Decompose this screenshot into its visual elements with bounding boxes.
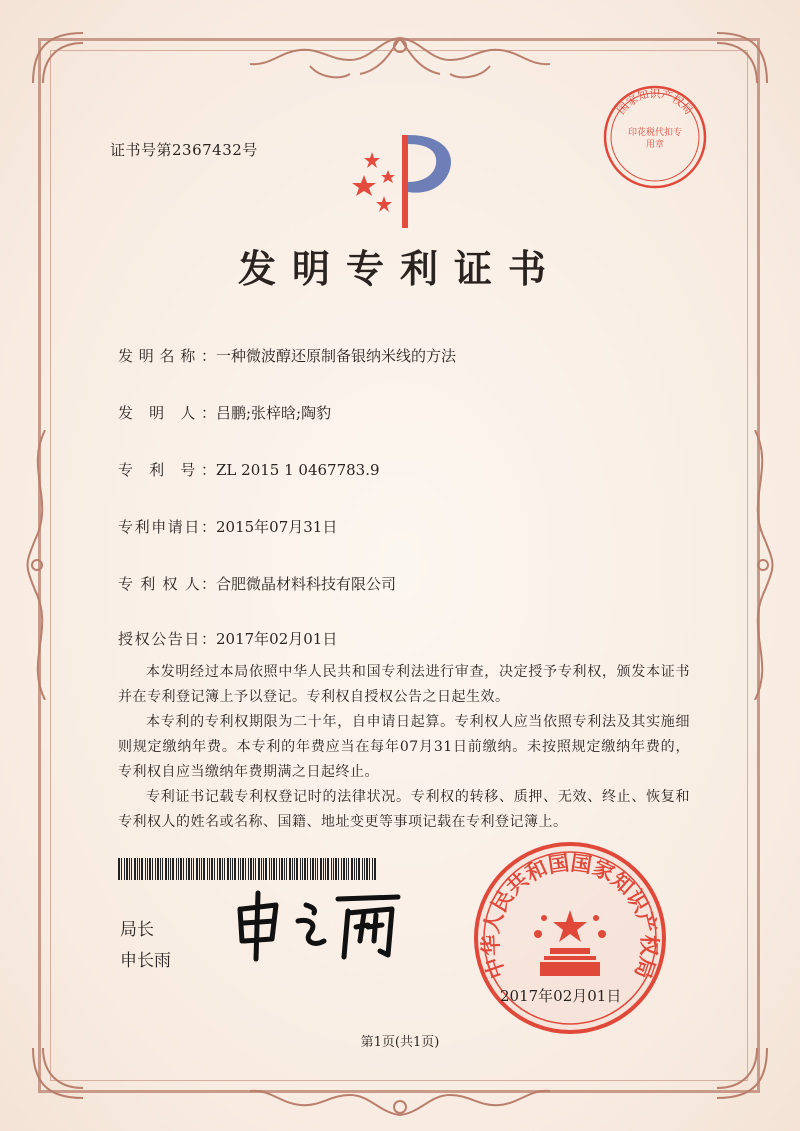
big-seal-text: 中华人民共和国国家知识产权局 [478, 850, 662, 982]
barcode-bar [162, 858, 163, 880]
tax-stamp-seal [600, 82, 710, 196]
barcode-bar [292, 858, 293, 880]
barcode-bar [284, 858, 285, 880]
barcode-bar [131, 858, 132, 880]
barcode-bar [253, 858, 254, 880]
field-value: 2017年02月01日 [216, 630, 338, 648]
barcode-bar [366, 858, 368, 880]
barcode-bar [356, 858, 357, 880]
barcode-bar [118, 858, 120, 880]
body-paragraph-3: 专利证书记载专利权登记时的法律状况。专利权的转移、质押、无效、终止、恢复和专利权人的姓名或名称、国籍、地址变更等事项记载在专利登记簿上。 [118, 789, 690, 830]
seal-date: 2017年02月01日 [500, 987, 622, 1005]
barcode-bar [269, 858, 270, 880]
barcode-bar [178, 858, 179, 880]
barcode-bar [312, 858, 314, 880]
corner-ornament-br [712, 1043, 772, 1103]
left-ornament [25, 430, 55, 700]
page-number: 第1页(共1页) [360, 1035, 440, 1050]
barcode-bar [219, 858, 221, 880]
barcode-bar [351, 858, 353, 880]
barcode-bar [289, 858, 291, 880]
field-label: 发 明 人： [118, 404, 216, 422]
director-signature [228, 885, 418, 965]
field-patent-number [118, 459, 380, 480]
field-value: 吕鹏;张梓晗;陶豹 [216, 404, 332, 422]
barcode-bar [240, 858, 241, 880]
barcode-bar [325, 858, 326, 880]
barcode-bar [207, 858, 208, 880]
barcode-bar [152, 858, 153, 880]
barcode-bar [170, 858, 171, 880]
barcode-bar [327, 858, 329, 880]
barcode-bar [155, 858, 156, 880]
barcode-bar [145, 858, 146, 880]
field-filing-date [118, 516, 337, 537]
barcode-bar [315, 858, 316, 880]
certificate-number: 证书号第2367432号 [110, 141, 258, 159]
barcode-bar [271, 858, 272, 880]
barcode-bar [362, 858, 363, 880]
director-title: 局长 [120, 920, 154, 940]
field-label: 发明名称： [118, 347, 216, 365]
barcode-bar [307, 858, 308, 880]
barcode-bar [234, 858, 236, 880]
barcode-bar [286, 858, 287, 880]
barcode-bar [196, 858, 198, 880]
field-patentee [118, 573, 396, 594]
patent-office-logo [350, 130, 460, 230]
barcode-bar [137, 858, 138, 880]
barcode-bar [343, 858, 345, 880]
barcode-bar [273, 858, 275, 880]
barcode-bar [320, 858, 322, 880]
barcode-bar [165, 858, 167, 880]
barcode-bar [296, 858, 298, 880]
director-name: 申长雨 [120, 951, 171, 971]
barcode-bar [250, 858, 252, 880]
barcode-bar [248, 858, 249, 880]
barcode-bar [172, 858, 174, 880]
field-label: 专 利 权 人： [118, 575, 216, 593]
small-seal-text: 国家知识产权局 [614, 87, 696, 117]
barcode-bar [338, 858, 339, 880]
barcode-bar [323, 858, 324, 880]
barcode-bar [265, 858, 267, 880]
barcode-bar [335, 858, 337, 880]
barcode-bar [369, 858, 370, 880]
barcode-bar [300, 858, 301, 880]
barcode-bar [160, 858, 161, 880]
corner-ornament-tr [712, 28, 772, 88]
barcode-bar [261, 858, 262, 880]
field-value: ZL 2015 1 0467783.9 [216, 461, 380, 479]
barcode-bar [304, 858, 306, 880]
field-label: 授权公告日： [118, 630, 216, 648]
barcode-bar [238, 858, 239, 880]
barcode-bar [168, 858, 169, 880]
barcode-bar [214, 858, 215, 880]
bottom-ornament [250, 1075, 550, 1125]
field-value: 合肥微晶材料科技有限公司 [216, 575, 397, 593]
barcode-bar [211, 858, 213, 880]
barcode-bar [191, 858, 192, 880]
barcode-bar [232, 858, 233, 880]
body-paragraph-1: 本发明经过本局依照中华人民共和国专利法进行审查，决定授予专利权，颁发本证书并在专利登记簿上予以登记。专利权自授权公告之日起生效。 [118, 664, 690, 705]
right-ornament [745, 430, 775, 700]
field-inventors [118, 402, 331, 423]
barcode-bar [281, 858, 283, 880]
barcode-bar [124, 858, 125, 880]
barcode-bar [147, 858, 148, 880]
body-paragraph-2: 本专利的专利权期限为二十年，自申请日起算。专利权人应当依照专利法及其实施细则规定缴纳年费。本专利的年费应当在每年07月31日前缴纳。未按照规定缴纳年费的，专利权自应当缴纳年费期满之日起终止。 [118, 714, 690, 780]
barcode-bar [141, 858, 143, 880]
barcode-bar [372, 858, 373, 880]
barcode-bar [258, 858, 260, 880]
barcode-bar [186, 858, 187, 880]
barcode-bar [193, 858, 194, 880]
barcode-bar [222, 858, 223, 880]
barcode-bar [358, 858, 360, 880]
svg-text:国家知识产权局 [615, 87, 695, 117]
barcode-bar [183, 858, 184, 880]
barcode-bar [245, 858, 246, 880]
barcode-bar [242, 858, 244, 880]
barcode-bar [209, 858, 210, 880]
barcode-bar [157, 858, 159, 880]
barcode [118, 858, 378, 880]
barcode-bar [176, 858, 177, 880]
barcode-bar [279, 858, 280, 880]
barcode-bar [180, 858, 182, 880]
certificate-title: 发明专利证书 [237, 247, 562, 291]
barcode-bar [199, 858, 200, 880]
barcode-bar [294, 858, 295, 880]
corner-ornament-tl [28, 28, 88, 88]
field-label: 专 利 号： [118, 461, 216, 479]
barcode-bar [331, 858, 332, 880]
barcode-bar [310, 858, 311, 880]
barcode-bar [121, 858, 122, 880]
barcode-bar [346, 858, 347, 880]
barcode-bar [201, 858, 202, 880]
barcode-bar [348, 858, 349, 880]
field-label: 专利申请日： [118, 518, 216, 536]
barcode-bar [188, 858, 190, 880]
barcode-bar [126, 858, 128, 880]
field-grant-date [118, 628, 337, 649]
barcode-bar [302, 858, 303, 880]
barcode-bar [364, 858, 365, 880]
barcode-bar [317, 858, 318, 880]
barcode-bar [354, 858, 355, 880]
field-invention-name [118, 345, 456, 366]
field-value: 2015年07月31日 [216, 518, 338, 536]
barcode-bar [341, 858, 342, 880]
barcode-bar [333, 858, 334, 880]
barcode-bar [217, 858, 218, 880]
barcode-bar [203, 858, 205, 880]
barcode-bar [263, 858, 264, 880]
barcode-bar [255, 858, 256, 880]
small-seal-inner: 印花税代扣专用章 [627, 128, 682, 150]
barcode-bar [134, 858, 136, 880]
barcode-bar [129, 858, 130, 880]
barcode-bar [139, 858, 140, 880]
barcode-bar [276, 858, 277, 880]
corner-ornament-bl [28, 1043, 88, 1103]
barcode-bar [374, 858, 376, 880]
barcode-bar [149, 858, 151, 880]
barcode-bar [227, 858, 229, 880]
state-ip-office-seal [470, 838, 670, 1042]
top-ornament [250, 30, 550, 88]
field-value: 一种微波醇还原制备银纳米线的方法 [216, 347, 457, 365]
barcode-bar [224, 858, 225, 880]
barcode-bar [230, 858, 231, 880]
